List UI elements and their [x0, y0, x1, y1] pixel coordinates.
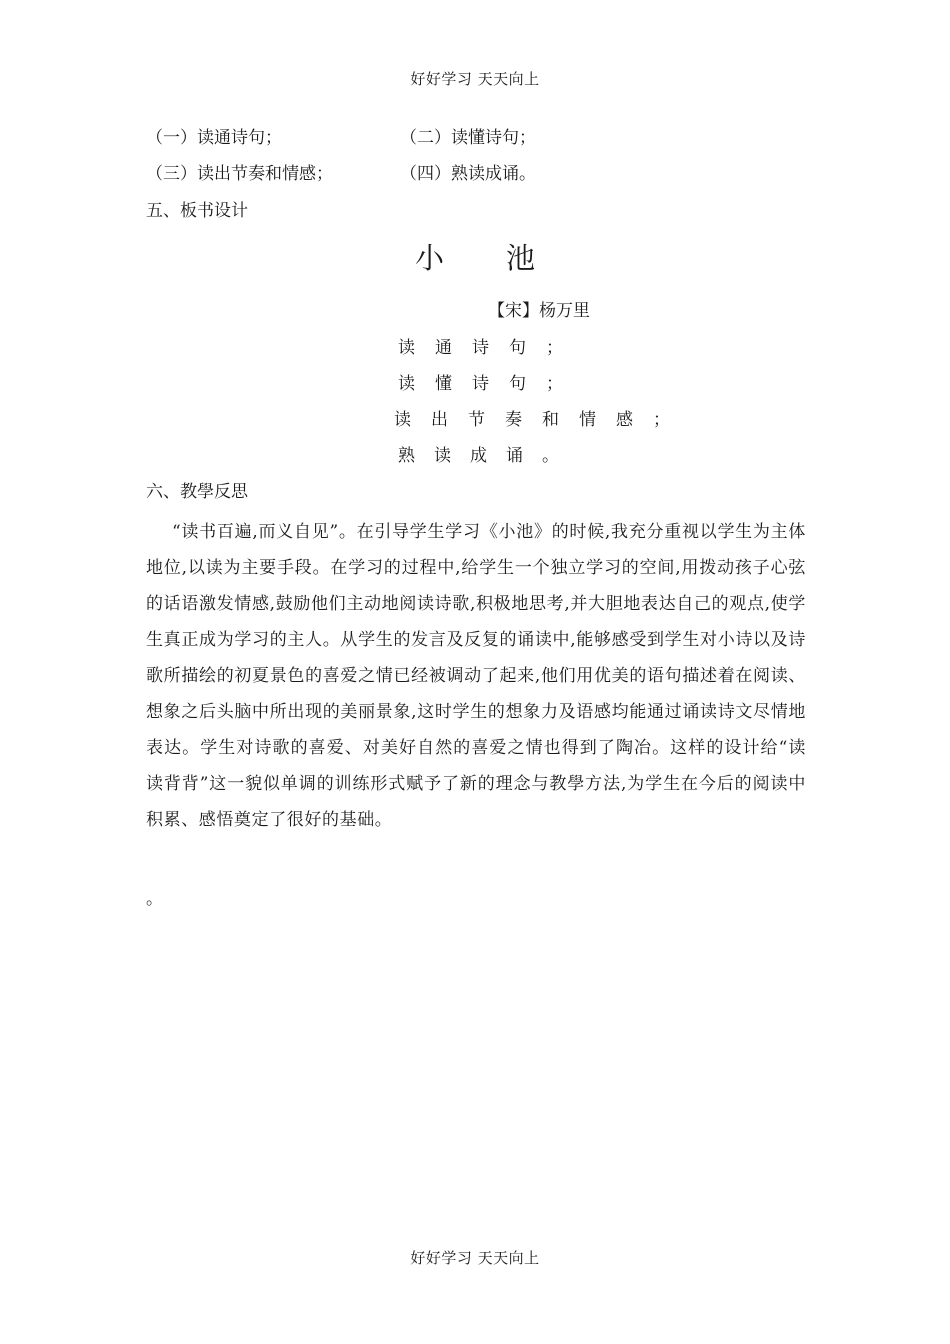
section-heading-board-design: 五、板书设计	[146, 201, 248, 221]
reflection-paragraph: “读书百遍,而义自见”。在引导学生学习《小池》的时候,我充分重视以学生为主体地位,以读为主要手段。在学习的过程中,给学生一个独立学习的空间,用拨动孩子心弦的话语激发情感,鼓励他们主动地阅读诗歌,积极地思考,并大胆地表达自己的观点,使学生真正成为学习的主人。从学生的发言及反复的诵读中,能够感受到学生对小诗以及诗歌所描绘的初夏景色的喜爱之情已经被调动了起来,他们用优美的语句描述着在阅读、想象之后头脑中所出现的美丽景象,这时学生的想象力及语感均能通过诵读诗文尽情地表达。学生对诗歌的喜爱、对美好自然的喜爱之情也得到了陶冶。这样的设计给“读读背背”这一貌似单调的训练形式赋予了新的理念与教學方法,为学生在今后的阅读中积累、感悟奠定了很好的基础。	[146, 522, 806, 830]
board-line-3: 读出节奏和情感；	[394, 410, 690, 430]
goal-item-1: （一）读通诗句；	[146, 128, 282, 148]
page-footer: 好好学习 天天向上	[410, 1249, 540, 1267]
section-heading-reflection: 六、教學反思	[146, 482, 248, 502]
page-header: 好好学习 天天向上	[410, 70, 540, 88]
goal-item-2: （二）读懂诗句；	[400, 128, 536, 148]
poem-author: 【宋】杨万里	[488, 301, 590, 321]
goal-item-4: （四）熟读成诵。	[400, 164, 536, 184]
poem-title: 小池	[414, 241, 597, 275]
goal-item-3: （三）读出节奏和情感；	[146, 164, 333, 184]
board-line-1: 读通诗句；	[398, 338, 583, 358]
end-mark: 。	[146, 889, 163, 909]
board-line-4: 熟读成诵。	[398, 446, 578, 466]
board-line-2: 读懂诗句；	[398, 374, 583, 394]
